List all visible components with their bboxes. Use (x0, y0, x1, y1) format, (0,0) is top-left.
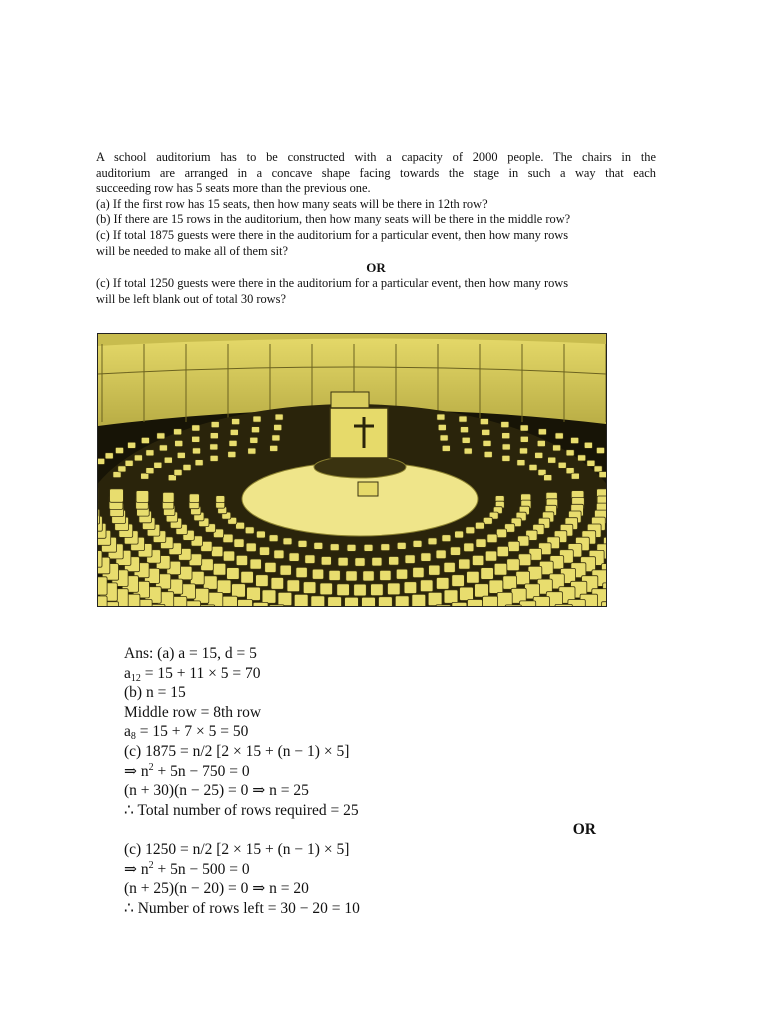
seat (502, 455, 510, 461)
seat (518, 554, 531, 566)
seat (528, 566, 542, 579)
question-text (96, 150, 656, 307)
seat (355, 558, 365, 567)
seat (468, 600, 483, 607)
answer-line-8: (n + 30)(n − 25) = 0 ⇒ n = 25 (124, 782, 309, 800)
question-part-c1-line2: will be needed to make all of them sit? (96, 243, 288, 258)
seat (250, 559, 261, 569)
seat (159, 445, 167, 451)
seat (298, 540, 307, 547)
seat (485, 551, 496, 561)
seat (337, 584, 350, 596)
seat (110, 489, 124, 502)
seat (555, 604, 572, 606)
seat (602, 602, 607, 606)
seat (262, 590, 276, 603)
question-part-a: (a) If the first row has 15 seats, then how many seats will be there in 12th row? (96, 196, 488, 211)
seat (517, 460, 525, 466)
seat (571, 438, 579, 444)
seat (429, 565, 440, 575)
seat (483, 596, 498, 606)
seat (321, 557, 331, 566)
seat (248, 448, 256, 454)
seat (125, 460, 133, 466)
seat (98, 551, 102, 568)
question-part-b: (b) If there are 15 rows in the auditorium, then how many seats will be there in the middle row? (96, 212, 571, 227)
seat (452, 575, 465, 587)
seat (232, 419, 240, 425)
seat (420, 580, 433, 592)
seat (502, 433, 510, 439)
seat (246, 543, 256, 552)
seat (259, 547, 269, 556)
seat (303, 582, 316, 594)
question-part-c2-line2: will be left blank out of total 30 rows? (96, 291, 286, 306)
seat (497, 546, 508, 556)
seat (508, 541, 519, 551)
seat (228, 452, 236, 458)
seat (271, 578, 284, 590)
seat (371, 584, 384, 596)
answer-section (124, 644, 596, 918)
intro-line-2: auditorium are arranged in a concave shape facing towards the stage in such a way that each (96, 165, 656, 180)
seat (256, 575, 269, 587)
seat (345, 597, 359, 606)
seat (265, 562, 276, 572)
seat (283, 538, 292, 545)
seat (520, 436, 528, 442)
seat (211, 422, 219, 428)
seat (174, 429, 182, 435)
seat (232, 584, 246, 597)
seat (482, 429, 490, 435)
seat (412, 594, 426, 606)
answer-line-2: $a_{12} = 15 + 11 \times 5 = 70$ (124, 664, 261, 684)
seat (113, 472, 121, 478)
seat (272, 435, 280, 441)
seat (177, 452, 185, 458)
answer-line-13: ∴ Number of rows left = 30 − 20 = 10 (124, 899, 360, 917)
seat (520, 601, 536, 606)
seat (372, 557, 382, 566)
seat (287, 580, 300, 592)
seat (459, 416, 467, 422)
seat (537, 441, 545, 447)
seat (381, 544, 390, 551)
seat (442, 535, 451, 542)
seat (436, 550, 446, 559)
seat (466, 527, 475, 534)
seat (389, 557, 399, 566)
seat (438, 425, 446, 431)
seat (461, 427, 469, 433)
seat (190, 571, 204, 584)
seat (223, 551, 234, 561)
seat (195, 460, 203, 466)
seat (464, 543, 474, 552)
seat (516, 571, 530, 584)
seat (223, 534, 233, 543)
seat (269, 535, 278, 542)
seat (497, 592, 512, 606)
seat (480, 419, 488, 425)
seat (311, 596, 325, 606)
seat (289, 553, 299, 562)
answer-line-6: (c) 1875 = n/2 [2 × 15 + (n − 1) × 5] (124, 742, 350, 760)
seat (379, 597, 393, 606)
question-or: OR (366, 260, 386, 276)
seat (154, 462, 162, 468)
seat (475, 584, 489, 597)
seat (192, 436, 200, 442)
seat (538, 429, 546, 435)
seat (520, 425, 528, 431)
answer-or: OR (572, 821, 596, 839)
seat (210, 444, 218, 450)
seat (396, 569, 407, 579)
seat (380, 570, 391, 580)
seat (274, 550, 284, 559)
seat (189, 494, 199, 503)
seat (128, 442, 136, 448)
seat (397, 542, 406, 549)
seat (141, 438, 149, 444)
seat (487, 534, 497, 543)
seat (329, 570, 340, 580)
seat (294, 594, 308, 606)
seat (548, 457, 556, 463)
seat (496, 529, 506, 538)
seat (503, 576, 517, 589)
seat (201, 559, 214, 571)
answer-line-5: $a_8 = 15 + 7 \times 5 = 50$ (124, 723, 249, 743)
seat (203, 576, 217, 589)
seat (183, 465, 191, 471)
seat (520, 448, 528, 454)
seat (507, 559, 520, 571)
seat (584, 442, 592, 448)
seat (472, 555, 483, 565)
seat (98, 458, 105, 464)
seat (388, 583, 401, 595)
seat (467, 571, 480, 583)
seat (452, 602, 467, 606)
seat (413, 567, 424, 577)
seat (213, 563, 226, 575)
podium (358, 482, 378, 496)
seat (578, 455, 586, 461)
seat (555, 433, 563, 439)
seat (252, 427, 260, 433)
seat (98, 596, 107, 606)
seat (256, 531, 265, 538)
seat (253, 416, 261, 422)
seat (529, 465, 537, 471)
seat (484, 452, 492, 458)
seat (346, 571, 357, 581)
seat (146, 468, 154, 474)
seat (118, 466, 126, 472)
seat (395, 596, 409, 606)
seat (502, 444, 510, 450)
auditorium-photo (97, 333, 607, 607)
seat (241, 571, 254, 583)
seat (460, 587, 474, 600)
seat (405, 555, 415, 564)
seat (489, 580, 503, 593)
seat (436, 605, 451, 606)
seat (444, 562, 455, 572)
seat (174, 470, 182, 476)
answer-line-9: ∴ Total number of rows required = 25 (124, 801, 359, 819)
seat (437, 414, 445, 420)
seat (212, 546, 223, 556)
seat (599, 472, 606, 478)
intro-line-3: succeeding row has 5 seats more than the previous one. (96, 181, 371, 196)
seat (280, 565, 291, 575)
seat (475, 522, 484, 529)
answer-line-4: Middle row = 8th row (124, 703, 262, 721)
seat (455, 531, 464, 538)
seat (330, 544, 339, 551)
seat (428, 592, 442, 605)
seat (450, 547, 460, 556)
seat (105, 453, 113, 459)
seat (594, 466, 602, 472)
seat (328, 597, 342, 606)
stage-screen (330, 408, 388, 458)
seat (275, 414, 283, 420)
seat (558, 462, 566, 468)
seat (270, 445, 278, 451)
seat (163, 492, 174, 502)
seat (222, 596, 237, 606)
seat (234, 539, 244, 548)
seat (305, 555, 315, 564)
seat (338, 557, 348, 566)
seat (238, 600, 253, 607)
seat (347, 544, 356, 551)
seat (505, 605, 521, 606)
seat (483, 440, 491, 446)
seat (217, 580, 231, 593)
seat (229, 440, 237, 446)
seat (116, 448, 124, 454)
seat (444, 590, 458, 603)
seat (136, 491, 149, 503)
seat (296, 567, 307, 577)
seat (253, 602, 268, 606)
seat (501, 422, 509, 428)
seat (210, 455, 218, 461)
seat (494, 563, 507, 575)
auditorium-illustration (98, 334, 606, 606)
seat (428, 538, 437, 545)
seat (199, 605, 215, 606)
seat (566, 468, 574, 474)
seat (362, 597, 376, 606)
stage-dais (314, 456, 406, 478)
seat (481, 568, 494, 580)
seat (553, 445, 561, 451)
seat (464, 448, 472, 454)
seat (210, 433, 218, 439)
seat (269, 605, 284, 606)
seat (544, 475, 552, 481)
seat (274, 425, 282, 431)
seat (571, 473, 579, 479)
seat (146, 450, 154, 456)
seat (312, 569, 323, 579)
seat (364, 544, 373, 551)
seat (192, 425, 200, 431)
seat (141, 473, 149, 479)
seat (354, 584, 367, 596)
answer-line-11: ⇒ $n^2 + 5n - 500 = 0$ (124, 859, 250, 878)
seat (587, 460, 595, 466)
seat (98, 577, 107, 595)
seat (164, 457, 172, 463)
seat (363, 571, 374, 581)
answer-line-3: (b) n = 15 (124, 684, 186, 702)
seat (134, 455, 142, 461)
question-part-c2-line1: (c) If total 1250 guests were there in the auditorium for a particular event, then how many rows (96, 276, 569, 291)
seat (413, 540, 422, 547)
intro-line-1: A school auditorium has to be constructed with a capacity of 2000 people. The chairs in the (96, 150, 656, 164)
seat (320, 583, 333, 595)
seat (230, 429, 238, 435)
seat (404, 582, 417, 594)
seat (175, 441, 183, 447)
seat (421, 553, 431, 562)
seat (227, 568, 240, 580)
answer-line-7: ⇒ $n^2 + 5n - 750 = 0$ (124, 761, 250, 780)
seat (462, 437, 470, 443)
seat (459, 559, 470, 569)
seat (278, 592, 292, 605)
seat (535, 452, 543, 458)
seat (245, 527, 254, 534)
seat (157, 433, 165, 439)
seat (597, 448, 605, 454)
seat (314, 542, 323, 549)
seat (216, 496, 225, 503)
seat (236, 555, 247, 565)
seat (440, 435, 448, 441)
seat (436, 578, 449, 590)
seat (250, 437, 258, 443)
seat (566, 450, 574, 456)
answer-line-10: (c) 1250 = n/2 [2 × 15 + (n − 1) × 5] (124, 840, 350, 858)
answer-line-1: Ans: (a) a = 15, d = 5 (124, 645, 257, 662)
question-part-c1-line1: (c) If total 1875 guests were there in the auditorium for a particular event, then how many rows (96, 227, 569, 242)
seat (442, 445, 450, 451)
seat (247, 587, 261, 600)
answer-line-12: (n + 25)(n − 20) = 0 ⇒ n = 20 (124, 880, 309, 898)
seat (476, 539, 486, 548)
seat (193, 448, 201, 454)
seat (208, 592, 223, 606)
